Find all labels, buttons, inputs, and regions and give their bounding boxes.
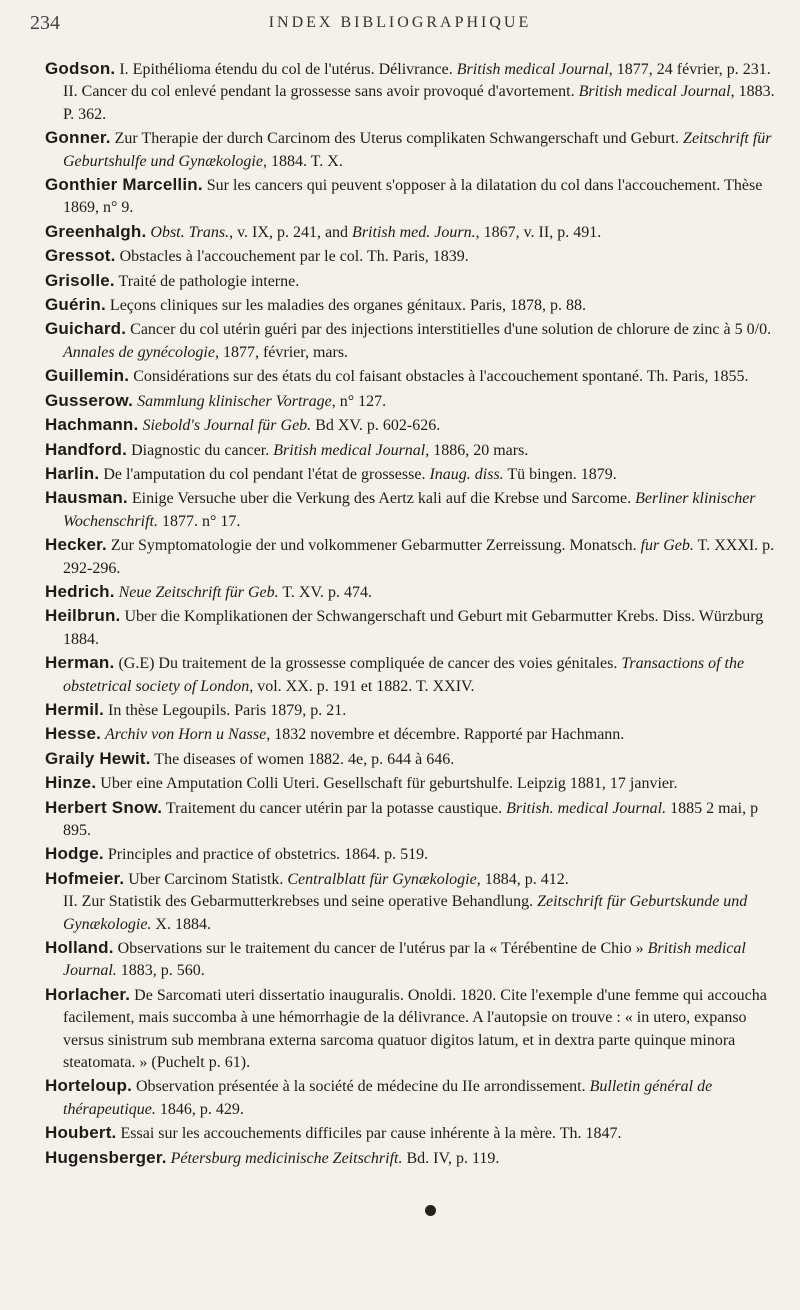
entry-author: Godson. xyxy=(45,59,116,78)
entry-text: II. Cancer du col enlevé pendant la grossesse sans avoir provoqué d'avortement. xyxy=(63,83,579,101)
entry-author: Grisolle. xyxy=(45,270,115,290)
entry-publication-title: British. medical Journal. xyxy=(506,799,667,817)
entry-publication-title: Pétersburg medicinische Zeitschrift. xyxy=(170,1149,403,1167)
bibliography-entry xyxy=(45,414,775,437)
entry-author: Guillemin. xyxy=(45,366,130,386)
entry-text: De l'amputation du col pendant l'état de grossesse. xyxy=(99,465,430,483)
entry-author: Harlin. xyxy=(45,463,100,483)
bibliography-entry xyxy=(45,365,775,388)
entry-author: Guérin. xyxy=(45,295,106,315)
bibliography-entry xyxy=(45,127,775,173)
page-number: 234 xyxy=(30,12,60,34)
entry-text: , n° 127. xyxy=(331,392,387,410)
bibliography-entry xyxy=(45,1147,775,1170)
entry-publication-title: British medical Journal xyxy=(273,441,426,459)
entry-publication-title: Transactions of the obstetrical society of London xyxy=(63,655,745,695)
entry-author: Houbert. xyxy=(45,1123,117,1143)
entry-publication-title: Archiv von Horn u Nasse xyxy=(105,726,267,744)
entry-text: Considérations sur des états du col faisant obstacles à l'accouchement spontané. Th. Paris, 1855. xyxy=(129,368,749,386)
entry-text: Bd XV. p. 602-626. xyxy=(311,417,441,435)
entry-text: Tü bingen. 1879. xyxy=(503,465,617,483)
entry-publication-title: British medical Journal xyxy=(456,61,609,78)
entry-author: Herbert Snow. xyxy=(45,797,163,817)
bibliography-entry xyxy=(45,797,775,843)
entry-author: Hinze. xyxy=(45,773,97,793)
entry-text: Einige Versuche uber die Verkung des Aertz kali auf die Krebse und Sarcome. xyxy=(127,490,636,508)
entry-text: T. XV. p. 474. xyxy=(278,583,372,601)
entry-text: , 1886, 20 mars. xyxy=(425,441,529,459)
entry-author: Hofmeier. xyxy=(45,868,125,888)
entry-text: Obstacles à l'accouchement par le col. Th. Paris, 1839. xyxy=(115,248,469,266)
entry-text: Observations sur le traitement du cancer de l'utérus par la « Térébentine de Chio » xyxy=(113,940,648,958)
entry-publication-title: Bulletin général de thérapeutique. xyxy=(63,1078,713,1118)
running-title: INDEX BIBLIOGRAPHIQUE xyxy=(268,14,532,31)
entry-author: Hachmann. xyxy=(45,415,139,435)
bibliography-entry xyxy=(45,463,775,486)
entry-author: Gonner. xyxy=(45,128,111,148)
entry-author: Hecker. xyxy=(45,535,107,555)
bibliography-entry xyxy=(45,1075,775,1121)
entry-publication-title: British medical Journal xyxy=(578,83,731,101)
entry-author: Holland. xyxy=(45,938,114,958)
entry-text: Diagnostic du cancer. xyxy=(127,441,274,459)
entry-author: Gusserow. xyxy=(45,390,134,410)
bibliography-entry xyxy=(45,221,775,244)
bibliography-entry xyxy=(45,245,775,268)
entry-author: Hugensberger. xyxy=(45,1147,167,1167)
entry-text: Uber Carcinom Statistk. xyxy=(124,870,288,888)
entry-text: Traitement du cancer utérin par la potasse caustique. xyxy=(162,799,507,817)
entry-text: Uber eine Amputation Colli Uteri. Gesellschaft für geburtshulfe. Leipzig 1881, 17 janvier. xyxy=(96,775,678,793)
entry-publication-title: Zeitschrift für Geburtskunde und Gynækologie. xyxy=(63,893,748,933)
entry-publication-title: Obst. Trans. xyxy=(150,223,230,241)
entry-text: Cancer du col utérin guéri par des injections interstitielles d'une solution de chlorure de zinc à 5 0/0. xyxy=(126,321,772,339)
entry-publication-title: British med. Journ. xyxy=(352,223,476,241)
entry-text: (G.E) Du traitement de la grossesse compliquée de cancer des voies génitales. xyxy=(114,655,622,673)
bibliography-entry xyxy=(45,652,775,698)
bibliography-entry xyxy=(45,723,775,746)
entry-text: 1885 2 mai, p 895. xyxy=(63,799,759,839)
bibliography-entry xyxy=(45,984,775,1075)
entry-publication-title: Centralblatt für Gynækologie xyxy=(287,870,477,888)
entry-text: Bd. IV, p. 119. xyxy=(402,1149,500,1167)
entry-publication-title: Inaug. diss. xyxy=(429,465,504,483)
entry-text: Observation présentée à la société de médecine du IIe arrondissement. xyxy=(132,1078,590,1096)
entry-text: , 1877, février, mars. xyxy=(214,343,349,361)
entry-text: II. Zur Statistik des Gebarmutterkrebses und seine operative Behandlung. xyxy=(63,893,538,911)
entry-author: Herman. xyxy=(45,653,115,673)
bibliography-entry xyxy=(45,487,775,533)
entry-author: Hedrich. xyxy=(45,581,115,601)
entry-publication-title: Sammlung klinischer Vortrage xyxy=(137,392,332,410)
page-header xyxy=(30,12,770,52)
entry-author: Heilbrun. xyxy=(45,606,121,626)
bibliography-entry xyxy=(45,390,775,413)
entry-author: Horteloup. xyxy=(45,1076,132,1096)
bibliography-entry xyxy=(45,439,775,462)
bibliography-entry xyxy=(45,605,775,651)
entry-text: I. Epithélioma étendu du col de l'utérus. Délivrance. xyxy=(115,61,457,78)
entry-author: Horlacher. xyxy=(45,984,131,1004)
entry-author: Handford. xyxy=(45,439,128,459)
bibliography-entry xyxy=(45,58,775,126)
bibliography-entry xyxy=(45,748,775,771)
bibliography-entry xyxy=(45,581,775,604)
bibliography-entry xyxy=(45,174,775,220)
entry-text: , 1884, p. 412. xyxy=(476,870,569,888)
entry-text: , vol. XX. p. 191 et 1882. T. XXIV. xyxy=(249,677,475,695)
bibliography-entry xyxy=(45,1122,775,1145)
entry-author: Hodge. xyxy=(45,844,104,864)
entry-text: , 1867, v. II, p. 491. xyxy=(475,223,602,241)
entry-text: Traité de pathologie interne. xyxy=(114,272,300,290)
entry-publication-title: Neue Zeitschrift für Geb. xyxy=(118,583,279,601)
bibliography-entry xyxy=(45,868,775,936)
entry-text: 1883, p. 560. xyxy=(116,962,205,980)
entry-publication-title: fur Geb. xyxy=(640,537,694,555)
entry-text: , 1883. P. 362. xyxy=(63,83,775,123)
entry-text: T. XXXI. p. 292-296. xyxy=(63,537,775,577)
entry-text: In thèse Legoupils. Paris 1879, p. 21. xyxy=(104,701,347,719)
bibliography-entry xyxy=(45,699,775,722)
entry-author: Hausman. xyxy=(45,488,128,508)
entry-author: Graily Hewit. xyxy=(45,748,151,768)
bibliography-entry xyxy=(45,843,775,866)
entry-publication-title: Annales de gynécologie xyxy=(63,343,215,361)
entry-text: Zur Therapie der durch Carcinom des Uterus complikaten Schwangerschaft und Geburt. xyxy=(110,130,684,148)
entry-author: Gonthier Marcellin. xyxy=(45,175,203,195)
entry-publication-title: British medical Journal. xyxy=(63,940,746,980)
entry-text: Principles and practice of obstetrics. 1864. p. 519. xyxy=(103,846,429,864)
bibliography-entry xyxy=(45,937,775,983)
entry-author: Guichard. xyxy=(45,319,127,339)
entry-text: , v. IX, p. 241, and xyxy=(229,223,353,241)
entry-text: 1846, p. 429. xyxy=(155,1100,244,1118)
bibliography-list xyxy=(45,58,775,1171)
bibliography-entry xyxy=(45,772,775,795)
entry-text: X. 1884. xyxy=(151,915,211,933)
entry-text: 1877. n° 17. xyxy=(157,512,241,530)
entry-text: De Sarcomati uteri dissertatio inauguralis. Onoldi. 1820. Cite l'exemple d'une femme qui accoucha facilement, mais succomba à une hémorrhagie de la délivrance. A l'autopsie on trouve : « in utero, expanso versus sinistrum sub membrana externa sarcoma quatuor digitos latum, et in dextra parte quinque minora steatomata. » (Puchelt p. 61). xyxy=(63,986,767,1072)
bibliography-entry xyxy=(45,318,775,364)
entry-text: Essai sur les accouchements difficiles par cause inhérente à la mère. Th. 1847. xyxy=(116,1125,622,1143)
entry-text: Uber die Komplikationen der Schwangerschaft und Geburt mit Gebarmutter Krebs. Diss. Würzburg 1884. xyxy=(63,608,764,648)
bullet-mark xyxy=(425,1205,436,1216)
entry-text: The diseases of women 1882. 4e, p. 644 à 646. xyxy=(150,750,455,768)
bibliography-entry xyxy=(45,534,775,580)
entry-publication-title: Zeitschrift für Geburtshulfe und Gynækologie xyxy=(63,130,772,170)
entry-author: Hesse. xyxy=(45,724,102,744)
entry-publication-title: Berliner klinischer Wochenschrift. xyxy=(63,490,756,530)
bibliography-entry xyxy=(45,270,775,293)
entry-text: Zur Symptomatologie der und volkommener Gebarmutter Zerreissung. Monatsch. xyxy=(106,537,641,555)
entry-text: , 1884. T. X. xyxy=(262,152,343,170)
bibliography-entry xyxy=(45,294,775,317)
entry-text: , 1877, 24 février, p. 231. xyxy=(608,61,771,78)
entry-text: , 1832 novembre et décembre. Rapporté par Hachmann. xyxy=(266,726,625,744)
entry-publication-title: Siebold's Journal für Geb. xyxy=(142,417,312,435)
entry-author: Gressot. xyxy=(45,246,116,266)
entry-text: Leçons cliniques sur les maladies des organes génitaux. Paris, 1878, p. 88. xyxy=(105,297,586,315)
entry-author: Hermil. xyxy=(45,699,105,719)
entry-author: Greenhalgh. xyxy=(45,221,147,241)
entry-text: Sur les cancers qui peuvent s'opposer à la dilatation du col dans l'accouchement. Thèse 1869, n° 9. xyxy=(63,177,763,217)
